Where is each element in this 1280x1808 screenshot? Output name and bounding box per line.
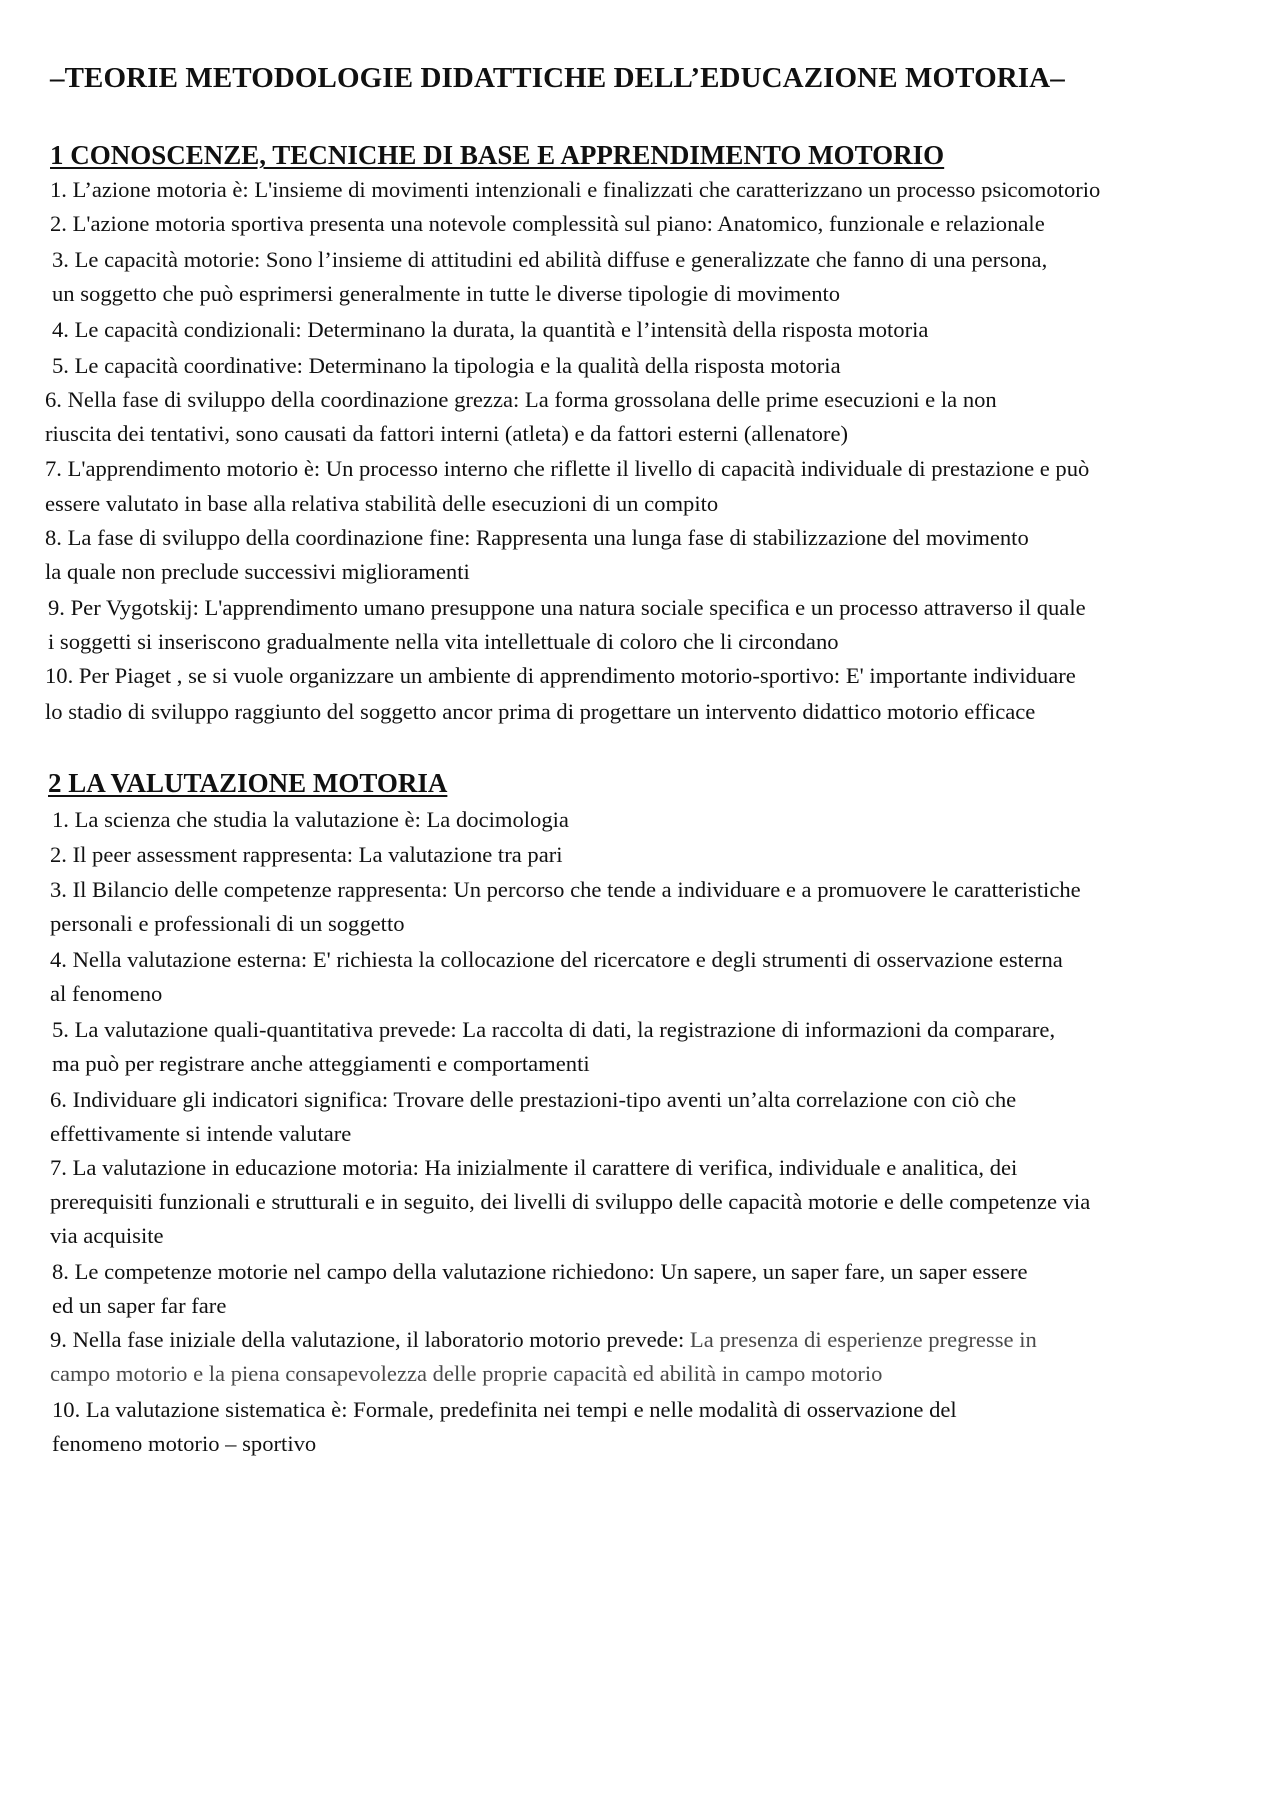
section2-line: prerequisiti funzionali e strutturali e in seguito, dei livelli di sviluppo delle capacità motorie e delle competenze via — [50, 1189, 1091, 1214]
section1-line: 9. Per Vygotskij: L'apprendimento umano presuppone una natura sociale specifica e un processo attraverso il quale — [48, 595, 1086, 620]
section1-line: 3. Le capacità motorie: Sono l’insieme di attitudini ed abilità diffuse e generalizzate che fanno di una persona, — [52, 247, 1048, 272]
section2-line: 2. Il peer assessment rappresenta: La valutazione tra pari — [50, 842, 563, 867]
section2-line: 3. Il Bilancio delle competenze rappresenta: Un percorso che tende a individuare e a promuovere le caratteristiche — [50, 877, 1081, 902]
section2-line: campo motorio e la piena consapevolezza delle proprie capacità ed abilità in campo motorio — [50, 1361, 883, 1386]
section2-line: 4. Nella valutazione esterna: E' richiesta la collocazione del ricercatore e degli strumenti di osservazione esterna — [50, 947, 1063, 972]
section1-line: 7. L'apprendimento motorio è: Un processo interno che riflette il livello di capacità individuale di prestazione e può — [45, 456, 1090, 481]
section1-line: i soggetti si inseriscono gradualmente nella vita intellettuale di coloro che li circondano — [48, 629, 839, 654]
section1-line: la quale non preclude successivi miglioramenti — [45, 559, 470, 584]
section2-line: ed un saper far fare — [52, 1293, 227, 1318]
section1-line: 1. L’azione motoria è: L'insieme di movimenti intenzionali e finalizzati che caratterizzano un processo psicomotorio — [50, 177, 1101, 202]
section2-line: al fenomeno — [50, 981, 163, 1006]
section2-line-question: 9. Nella fase iniziale della valutazione, il laboratorio motorio prevede: — [50, 1327, 690, 1352]
section2-line: 8. Le competenze motorie nel campo della valutazione richiedono: Un sapere, un saper fare, un saper essere — [52, 1259, 1028, 1284]
section2-line: 6. Individuare gli indicatori significa: Trovare delle prestazioni-tipo aventi un’alta correlazione con ciò che — [50, 1087, 1017, 1112]
section1-line: 4. Le capacità condizionali: Determinano la durata, la quantità e l’intensità della risposta motoria — [52, 317, 929, 342]
section-heading-conoscenze: 1 CONOSCENZE, TECNICHE DI BASE E APPRENDIMENTO MOTORIO — [50, 140, 945, 170]
section2-line-answer: La presenza di esperienze pregresse in — [689, 1327, 1037, 1352]
section2-line: via acquisite — [50, 1223, 164, 1248]
section2-line: 7. La valutazione in educazione motoria: Ha inizialmente il carattere di verifica, individuale e analitica, dei — [50, 1155, 1018, 1180]
section2-line: fenomeno motorio – sportivo — [52, 1431, 317, 1456]
section2-line: 1. La scienza che studia la valutazione è: La docimologia — [52, 807, 569, 832]
section1-line: 6. Nella fase di sviluppo della coordinazione grezza: La forma grossolana delle prime esecuzioni e la non — [45, 387, 997, 412]
document-title: –TEORIE METODOLOGIE DIDATTICHE DELL’EDUCAZIONE MOTORIA– — [50, 62, 1065, 94]
section2-line: effettivamente si intende valutare — [50, 1121, 352, 1146]
section2-line: personali e professionali di un soggetto — [50, 911, 405, 936]
section2-line: ma può per registrare anche atteggiamenti e comportamenti — [52, 1051, 590, 1076]
section1-line: essere valutato in base alla relativa stabilità delle esecuzioni di un compito — [45, 491, 719, 516]
section1-line: un soggetto che può esprimersi generalmente in tutte le diverse tipologie di movimento — [52, 281, 841, 306]
section2-line — [50, 1326, 1037, 1354]
section1-line: 8. La fase di sviluppo della coordinazione fine: Rappresenta una lunga fase di stabilizzazione del movimento — [45, 525, 1029, 550]
section1-line: riuscita dei tentativi, sono causati da fattori interni (atleta) e da fattori esterni (allenatore) — [45, 421, 848, 446]
section1-line: 10. Per Piaget , se si vuole organizzare un ambiente di apprendimento motorio-sportivo: E' importante individuare — [45, 663, 1076, 688]
section1-line: lo stadio di sviluppo raggiunto del soggetto ancor prima di progettare un intervento didattico motorio efficace — [45, 699, 1036, 724]
section1-line: 2. L'azione motoria sportiva presenta una notevole complessità sul piano: Anatomico, funzionale e relazionale — [50, 211, 1045, 236]
section-heading-valutazione: 2 LA VALUTAZIONE MOTORIA — [48, 768, 448, 798]
section2-line: 5. La valutazione quali-quantitativa prevede: La raccolta di dati, la registrazione di informazioni da comparare, — [52, 1017, 1056, 1042]
section1-line: 5. Le capacità coordinative: Determinano la tipologia e la qualità della risposta motoria — [52, 353, 841, 378]
section2-line: 10. La valutazione sistematica è: Formale, predefinita nei tempi e nelle modalità di osservazione del — [52, 1397, 957, 1422]
